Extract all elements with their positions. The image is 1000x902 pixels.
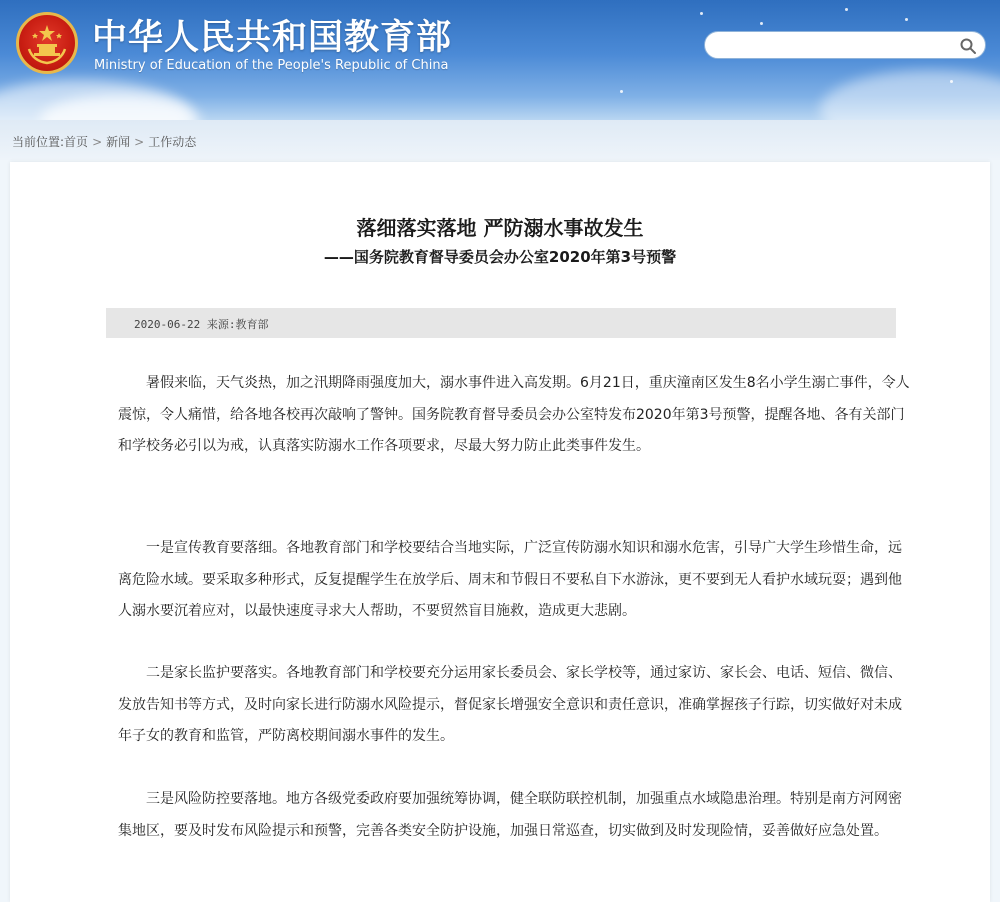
sparkle-decoration (760, 22, 763, 25)
breadcrumb-item-home[interactable]: 首页 (64, 135, 89, 149)
article-subtitle: ——国务院教育督导委员会办公室2020年第3号预警 (323, 248, 677, 266)
breadcrumb-label: 当前位置: (12, 135, 65, 149)
article-card (10, 162, 990, 902)
breadcrumb-item-work-news[interactable]: 工作动态 (148, 135, 197, 149)
sparkle-decoration (620, 90, 623, 93)
site-header (0, 0, 1000, 120)
article-meta: 2020-06-22 来源:教育部 (134, 318, 269, 331)
breadcrumb-separator: > (134, 134, 145, 149)
breadcrumb-item-news[interactable]: 新闻 (106, 135, 131, 149)
search-input[interactable] (715, 36, 959, 56)
national-emblem-icon[interactable] (16, 12, 78, 74)
sparkle-decoration (700, 12, 703, 15)
search-icon[interactable] (959, 37, 977, 55)
sparkle-decoration (950, 80, 953, 83)
article-paragraph: 二是家长监护要落实。各地教育部门和学校要充分运用家长委员会、家长学校等，通过家访、家长会、电话、短信、微信、发放告知书等方式，及时向家长进行防溺水风险提示，督促家长增强安全意识和责任意识，准确掌握孩子行踪，切实做好对未成年子女的教育和监管，严防离校期间溺水事件的发生。 (118, 665, 902, 744)
sparkle-decoration (905, 18, 908, 21)
article-paragraph: 三是风险防控要落地。地方各级党委政府要加强统筹协调，健全联防联控机制，加强重点水域隐患治理。特别是南方河网密集地区，要及时发布风险提示和预警，完善各类安全防护设施，加强日常巡查，切实做到及时发现险情，妥善做好应急处置。 (118, 791, 902, 839)
article-paragraph: 一是宣传教育要落细。各地教育部门和学校要结合当地实际，广泛宣传防溺水知识和溺水危害，引导广大学生珍惜生命，远离危险水域。要采取多种形式，反复提醒学生在放学后、周末和节假日不要私自下水游泳，更不要到无人看护水域玩耍；遇到他人溺水要沉着应对，以最快速度寻求大人帮助，不要贸然盲目施救，造成更大悲剧。 (118, 540, 902, 619)
article-title: 落细落实落地 严防溺水事故发生 (356, 216, 644, 240)
breadcrumb-separator: > (92, 134, 103, 149)
sparkle-decoration (845, 8, 848, 11)
article-paragraph: 暑假来临，天气炎热，加之汛期降雨强度加大，溺水事件进入高发期。6月21日，重庆潼南区发生8名小学生溺亡事件，令人震惊，令人痛惜，给各地各校再次敲响了警钟。国务院教育督导委员会办公室特发布2020年第3号预警，提醒各地、各有关部门和学校务必引以为戒，认真落实防溺水工作各项要求，尽最大努力防止此类事件发生。 (118, 375, 910, 454)
article-meta-bar (106, 308, 896, 338)
search-box[interactable] (704, 31, 986, 59)
site-subtitle: Ministry of Education of the People's Republic of China (94, 58, 449, 73)
cloud-decoration (820, 70, 1000, 120)
breadcrumb (0, 120, 1000, 160)
site-title[interactable]: 中华人民共和国教育部 (92, 17, 453, 58)
